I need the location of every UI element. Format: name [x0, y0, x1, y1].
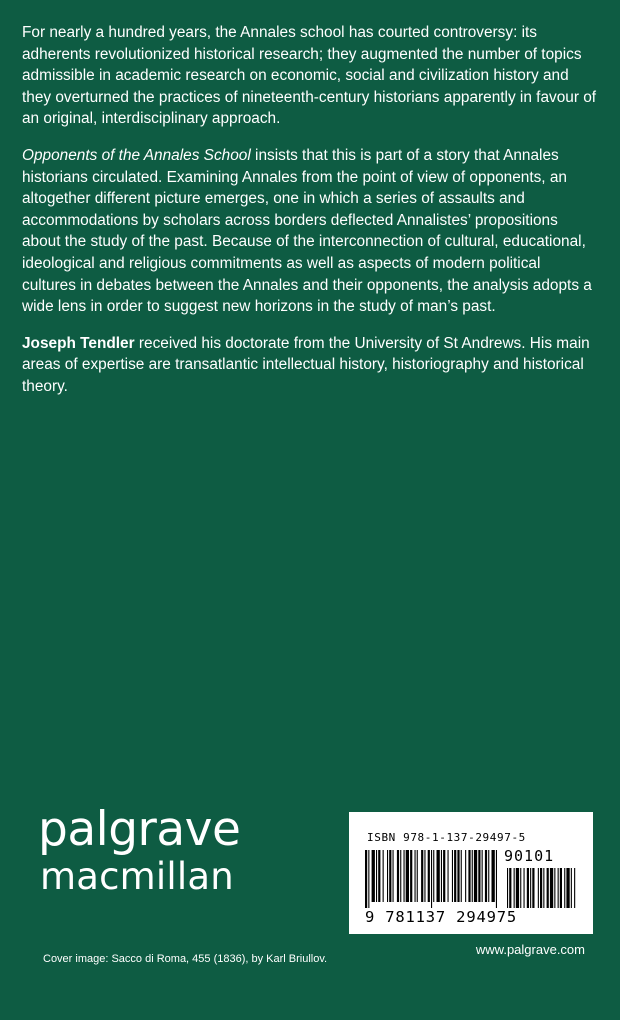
barcode-bar	[496, 850, 497, 908]
barcode-bar	[482, 850, 483, 902]
barcode-bar	[387, 850, 388, 902]
barcode-bar	[474, 850, 477, 902]
website-strip	[349, 934, 593, 964]
barcode-addon-bar	[514, 868, 515, 908]
barcode-addon-bar	[571, 868, 572, 908]
author-bio	[22, 333, 598, 398]
barcode-bar	[448, 850, 449, 902]
barcode-bar	[478, 850, 480, 902]
barcode-addon-bar	[509, 868, 511, 908]
publisher-logo	[38, 804, 240, 898]
barcode-bar	[365, 850, 367, 908]
isbn-label: ISBN 978-1-137-29497-5	[367, 831, 526, 844]
barcode-bar	[431, 850, 432, 908]
barcode-addon-bar	[524, 868, 525, 908]
barcode-bar	[492, 850, 495, 902]
blurb-paragraph-2-text: insists that this is part of a story that Annales historians circulated. Examining Annales from the point of view of opponents, an altogether different picture emerges, one in which a series of assaults and accommodations by scholars across borders deflected Annalistes’ propositions about the study of the past. Because of the interconnection of cultural, educational, ideological and religious commitments as well as aspects of modern political cultures in debates between the Annales and their opponents, the analysis adopts a wide lens in order to suggest new horizons in the study of man’s past.	[22, 146, 592, 316]
publisher-website[interactable]: www.palgrave.com	[475, 942, 585, 957]
barcode-addon-bar	[547, 868, 549, 908]
barcode-bar	[404, 850, 405, 902]
blurb-paragraph-2	[22, 145, 598, 318]
barcode-panel	[349, 812, 593, 964]
barcode-addon-bar	[540, 868, 542, 908]
barcode-bar	[383, 850, 384, 902]
barcode-addon-bar	[516, 868, 519, 908]
barcode-bar	[472, 850, 473, 902]
barcode-digits: 9 781137 294975	[365, 908, 517, 926]
barcode-addon-digits: 90101	[504, 847, 555, 865]
barcode-bar	[433, 850, 434, 902]
barcode-addon-bar	[574, 868, 575, 908]
book-title-italic: Opponents of the Annales School	[22, 146, 251, 164]
barcode-bar	[415, 850, 416, 902]
barcode-bar	[443, 850, 445, 902]
barcode-bar	[372, 850, 375, 902]
cover-image-credit: Cover image: Sacco di Roma, 455 (1836), by Karl Briullov.	[43, 953, 328, 965]
barcode-bar	[368, 850, 369, 908]
publisher-logo-line2: macmillan	[40, 855, 234, 898]
barcode-bar	[378, 850, 380, 902]
barcode-bar	[397, 850, 399, 902]
author-name: Joseph Tendler	[22, 334, 135, 352]
barcode-bar	[461, 850, 462, 902]
barcode-bar	[410, 850, 412, 902]
barcode-addon-bar	[566, 868, 569, 908]
barcode-bar	[389, 850, 391, 902]
blurb-paragraph-1: For nearly a hundred years, the Annales school has courted controversy: its adherents revolutionized historical research; they augmented the number of topics admissible in academic research on economic, social and civilization history and they overturned the practices of nineteenth-century historians apparently in favour of an original, interdisciplinary approach.	[22, 24, 597, 128]
barcode-bar	[421, 850, 423, 902]
barcode-addon-bar	[543, 868, 544, 908]
barcode-addon-bar	[538, 868, 539, 908]
barcode-bar	[468, 850, 470, 902]
barcode-addon-bar	[554, 868, 555, 908]
barcode-addon-bar	[558, 868, 559, 908]
barcode-addon-bar	[527, 868, 529, 908]
barcode-bar	[488, 850, 489, 902]
publisher-logo-line1: palgrave	[38, 802, 241, 857]
barcode-addon-bar	[520, 868, 521, 908]
barcode-bar	[376, 850, 377, 902]
barcode-bar	[393, 850, 394, 902]
barcode-bar	[457, 850, 459, 902]
barcode-addon-bar	[550, 868, 553, 908]
barcode-addon-bar	[532, 868, 534, 908]
barcode-bar	[454, 850, 456, 902]
barcode-bar	[428, 850, 430, 902]
author-bio-text: received his doctorate from the University of St Andrews. His main areas of expertise are transatlantic intellectual history, historiography and historical theory.	[22, 334, 590, 395]
barcode-bar	[400, 850, 401, 902]
back-cover-blurb	[22, 22, 598, 413]
barcode-bar	[441, 850, 442, 902]
barcode-addon-bar	[507, 868, 508, 908]
barcode-bar	[424, 850, 425, 902]
barcode-bar	[485, 850, 487, 902]
barcode-bar	[406, 850, 409, 902]
barcode-bar	[452, 850, 453, 902]
barcode-bar	[437, 850, 440, 902]
barcode-bar	[417, 850, 418, 902]
barcode-addon-bar	[564, 868, 565, 908]
barcode-addon-bar	[560, 868, 562, 908]
barcode-bar	[465, 850, 466, 902]
barcode-addon-bar	[530, 868, 531, 908]
